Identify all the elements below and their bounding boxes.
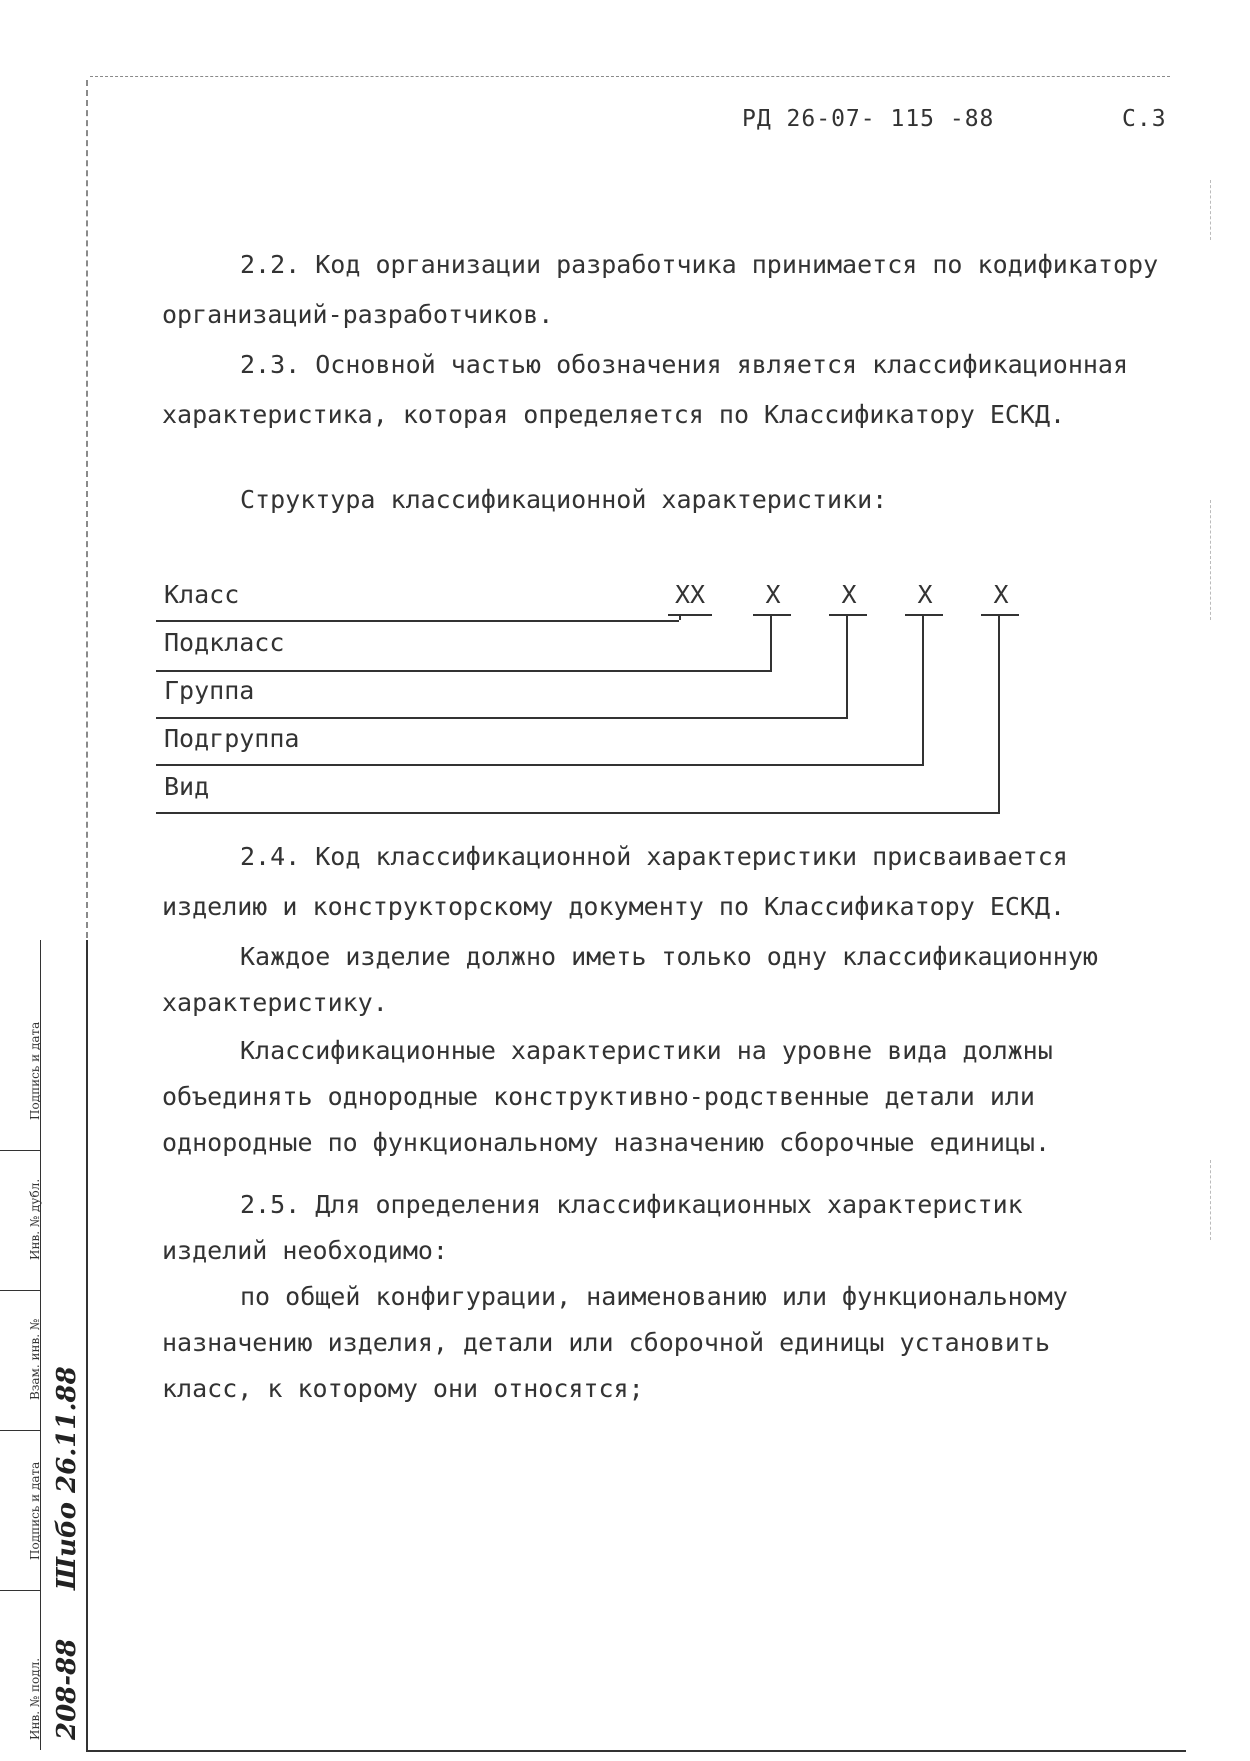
stamp-divider [0,1150,40,1151]
diagram-label-group: Группа [164,676,255,705]
paragraph-2-4b-line1: Каждое изделие должно иметь только одну классификационную [240,942,1098,971]
code-mark-group: X [841,580,857,609]
frame-top-border [90,76,1170,77]
code-mark-kind: X [993,580,1009,609]
page-number: С.3 [1122,106,1167,132]
margin-mark [1210,500,1211,620]
code-underline [905,614,943,616]
leader-drop-subgroup [922,614,924,764]
leader-drop-subclass [770,614,772,670]
stamp-value-column [40,940,86,1750]
margin-mark [1210,180,1211,240]
paragraph-2-3-line2: характеристика, которая определяется по Классификатору ЕСКД. [162,400,1066,429]
code-underline [829,614,867,616]
paragraph-2-2-line1: 2.2. Код организации разработчика принимается по кодификатору [240,250,1159,279]
structure-heading: Структура классификационной характеристики: [240,485,888,514]
paragraph-2-5b-line3: класс, к которому они относятся; [162,1374,644,1403]
margin-stamp [0,940,86,1750]
stamp-label-sign-date-2: Подпись и дата [28,1461,42,1560]
code-underline [981,614,1019,616]
document-code: РД 26-07- 115 -88 [742,106,995,132]
diagram-label-subclass: Подкласс [164,628,285,657]
frame-bottom-border [86,1750,1186,1752]
stamp-divider [0,1290,40,1291]
stamp-label-mutual-inv: Взам. инв. № [28,1318,42,1400]
leader-line-class [156,620,679,622]
diagram-label-class: Класс [164,580,240,609]
code-mark-subgroup: X [917,580,933,609]
stamp-label-dup-inv: Инв. № дубл. [28,1178,42,1260]
frame-left-border-solid [86,940,88,1750]
margin-mark [1210,1160,1211,1240]
paragraph-2-5b-line2: назначению изделия, детали или сборочной единицы установить [162,1328,1051,1357]
leader-line-subclass [156,670,772,672]
stamp-label-orig-inv: Инв. № подл. [28,1657,42,1740]
leader-tick-class [679,614,681,620]
paragraph-2-5-line1: 2.5. Для определения классификационных характеристик [240,1190,1023,1219]
leader-drop-group [846,614,848,717]
stamp-handwritten-inv: 208-88 [52,1638,82,1740]
code-mark-subclass: X [765,580,781,609]
paragraph-2-4b-line2: характеристику. [162,988,388,1017]
paragraph-2-5-line2: изделий необходимо: [162,1236,448,1265]
paragraph-2-4c-line1: Классификационные характеристики на уровне вида должны [240,1036,1053,1065]
code-underline [668,614,712,616]
leader-line-group [156,717,848,719]
diagram-label-kind: Вид [164,772,210,801]
stamp-divider [0,1430,40,1431]
paragraph-2-4c-line3: однородные по функциональному назначению сборочные единицы. [162,1128,1051,1157]
stamp-divider [0,1590,40,1591]
stamp-handwritten-sign-date: Шибо 26.11.88 [52,1366,82,1590]
paragraph-2-3-line1: 2.3. Основной частью обозначения является классификационная [240,350,1129,379]
diagram-label-subgroup: Подгруппа [164,724,300,753]
code-underline [753,614,791,616]
paragraph-2-4-line1: 2.4. Код классификационной характеристики присваивается [240,842,1068,871]
leader-line-subgroup [156,764,924,766]
leader-line-kind [156,812,1000,814]
paragraph-2-2-line2: организаций-разработчиков. [162,300,554,329]
paragraph-2-4-line2: изделию и конструкторскому документу по Классификатору ЕСКД. [162,892,1066,921]
paragraph-2-4c-line2: объединять однородные конструктивно-родственные детали или [162,1082,1035,1111]
stamp-label-sign-date: Подпись и дата [28,1021,42,1120]
code-mark-class: XX [674,580,706,609]
leader-drop-kind [998,614,1000,812]
paragraph-2-5b-line1: по общей конфигурации, наименованию или функциональному [240,1282,1068,1311]
